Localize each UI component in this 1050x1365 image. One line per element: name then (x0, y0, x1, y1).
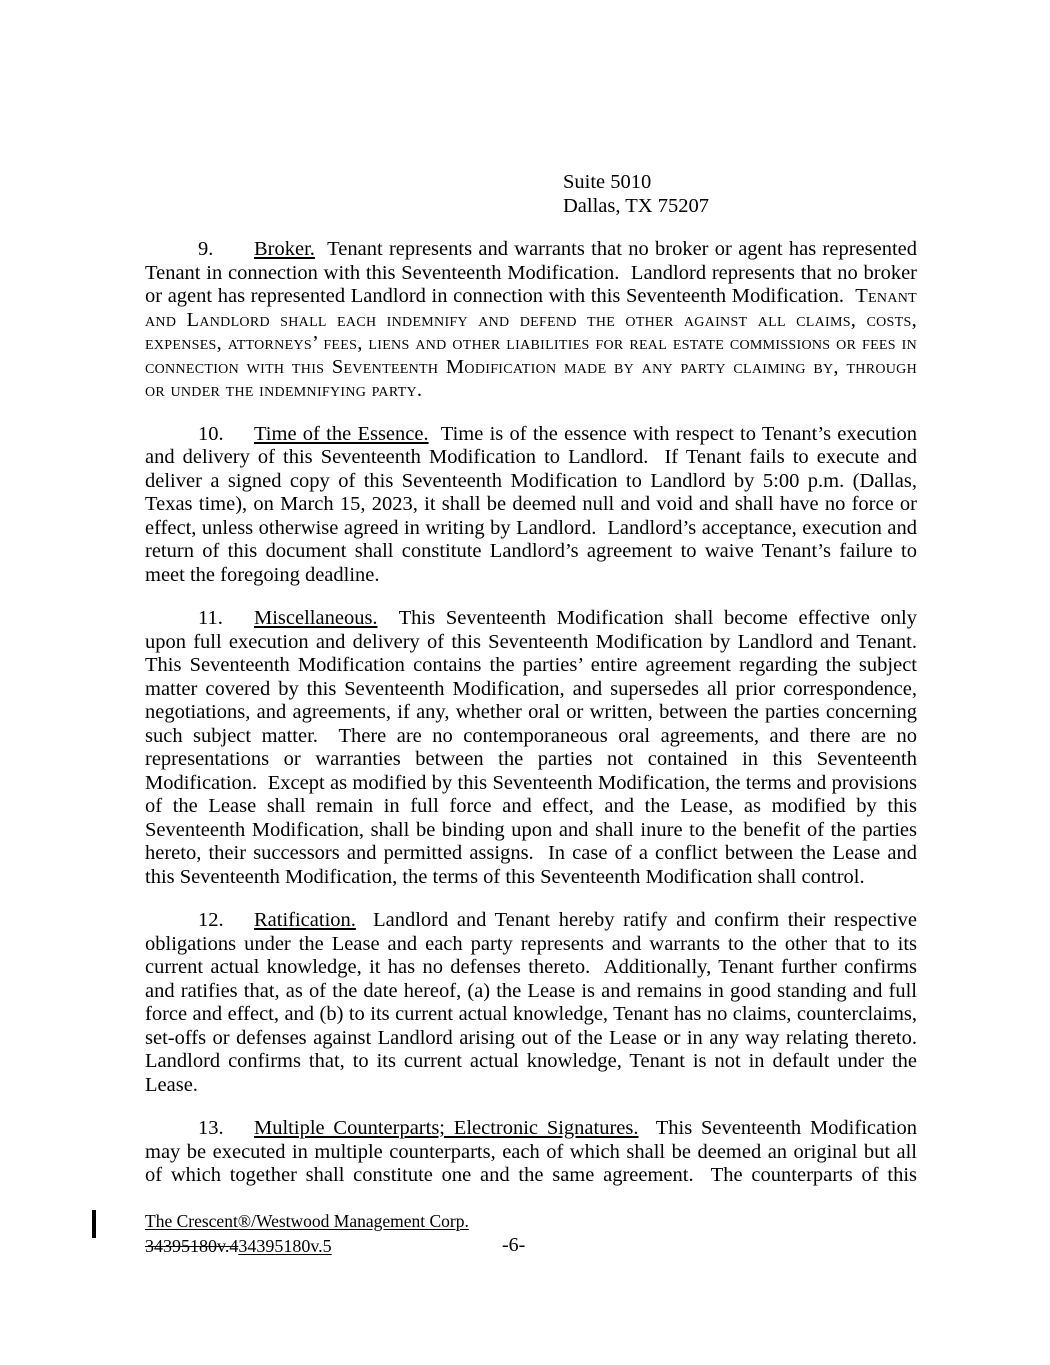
section-10-time-of-the-essence (145, 422, 923, 588)
section-number: 13. (198, 1117, 224, 1139)
section-body-text: Landlord and Tenant hereby ratify and confirm their respective obligations under the Lease and each party represents and warrants to the other that to its current actual knowledge, it has no defenses thereto. Additionally, Tenant further confirms and ratifies that, as of the date hereof, (a) the Lease is and remains in good standing and full force and effect, and (b) to its current actual knowledge, Tenant has no claims, counterclaims, set-offs or defenses against Landlord arising out of the Lease or in any way relating thereto. Landlord confirms that, to its current actual knowledge, Tenant is not in default under the Lease. (145, 909, 928, 1096)
section-body-smallcaps-text: Tenant and Landlord shall each indemnify and defend the other against all claims, costs, expenses, attorneys’ fees, liens and other liabilities for real estate commissions or fees in connection with this Seventeenth Modification made by any party claiming by, through or under the indemnifying party. (145, 285, 923, 401)
page-footer (145, 1210, 917, 1258)
section-heading: Miscellaneous. (254, 607, 378, 629)
address-suite-line: Suite 5010 (563, 171, 652, 193)
revision-change-bar (92, 1210, 96, 1238)
document-version-current: 34395180v.5 (238, 1235, 332, 1256)
section-heading: Broker. (254, 238, 315, 260)
page-number: -6- (502, 1233, 526, 1256)
section-number: 10. (198, 422, 224, 445)
section-body-text: Tenant represents and warrants that no broker or agent has represented Tenant in connection with this Seventeenth Modification. Landlord represents that no broker or agent has represented Landlord in connection with this Seventeenth Modification. (145, 238, 923, 307)
section-number: 9. (198, 238, 214, 260)
footer-company-name: The Crescent®/Westwood Management Corp. (145, 1210, 469, 1231)
section-heading: Time of the Essence. (254, 422, 429, 445)
section-12-ratification (145, 909, 928, 1097)
address-block (563, 171, 917, 218)
section-11-miscellaneous (145, 607, 928, 889)
section-number: 11. (198, 607, 223, 629)
section-heading: Ratification. (254, 909, 356, 931)
address-city-line: Dallas, TX 75207 (563, 194, 709, 217)
section-9-broker (145, 238, 923, 403)
document-version-struck: 34395180v.4 (145, 1235, 239, 1256)
section-body-text: This Seventeenth Modification shall become effective only upon full execution and delivery of this Seventeenth Modification by Landlord and Tenant. This Seventeenth Modification contains the parties’ entire agreement regarding the subject matter covered by this Seventeenth Modification, and supersedes all prior correspondence, negotiations, and agreements, if any, whether oral or written, between the parties concerning such subject matter. There are no contemporaneous oral agreements, and there are no representations or warranties between the parties not contained in this Seventeenth Modification. Except as modified by this Seventeenth Modification, the terms and provisions of the Lease shall remain in full force and effect, and the Lease, as modified by this Seventeenth Modification, shall be binding upon and shall inure to the benefit of the parties hereto, their successors and permitted assigns. In case of a conflict between the Lease and this Seventeenth Modification, the terms of this Seventeenth Modification shall control. (145, 607, 928, 888)
footer-version-line (145, 1235, 917, 1258)
section-number: 12. (198, 909, 224, 931)
section-heading: Multiple Counterparts; Electronic Signatures. (254, 1117, 639, 1139)
section-body-text: This Seventeenth Modification may be executed in multiple counterparts, each of which shall be deemed an original but all of which together shall constitute one and the same agreement. The counterparts of this (145, 1117, 923, 1186)
section-13-multiple-counterparts (145, 1117, 923, 1188)
section-body-text: Time is of the essence with respect to Tenant’s execution and delivery of this Seventeenth Modification to Landlord. If Tenant fails to execute and deliver a signed copy of this Seventeenth Modification to Landlord by 5:00 p.m. (Dallas, Texas time), on March 15, 2023, it shall be deemed null and void and shall have no force or effect, unless otherwise agreed in writing by Landlord. Landlord’s acceptance, execution and return of this document shall constitute Landlord’s agreement to waive Tenant’s failure to meet the foregoing deadline. (145, 422, 923, 586)
